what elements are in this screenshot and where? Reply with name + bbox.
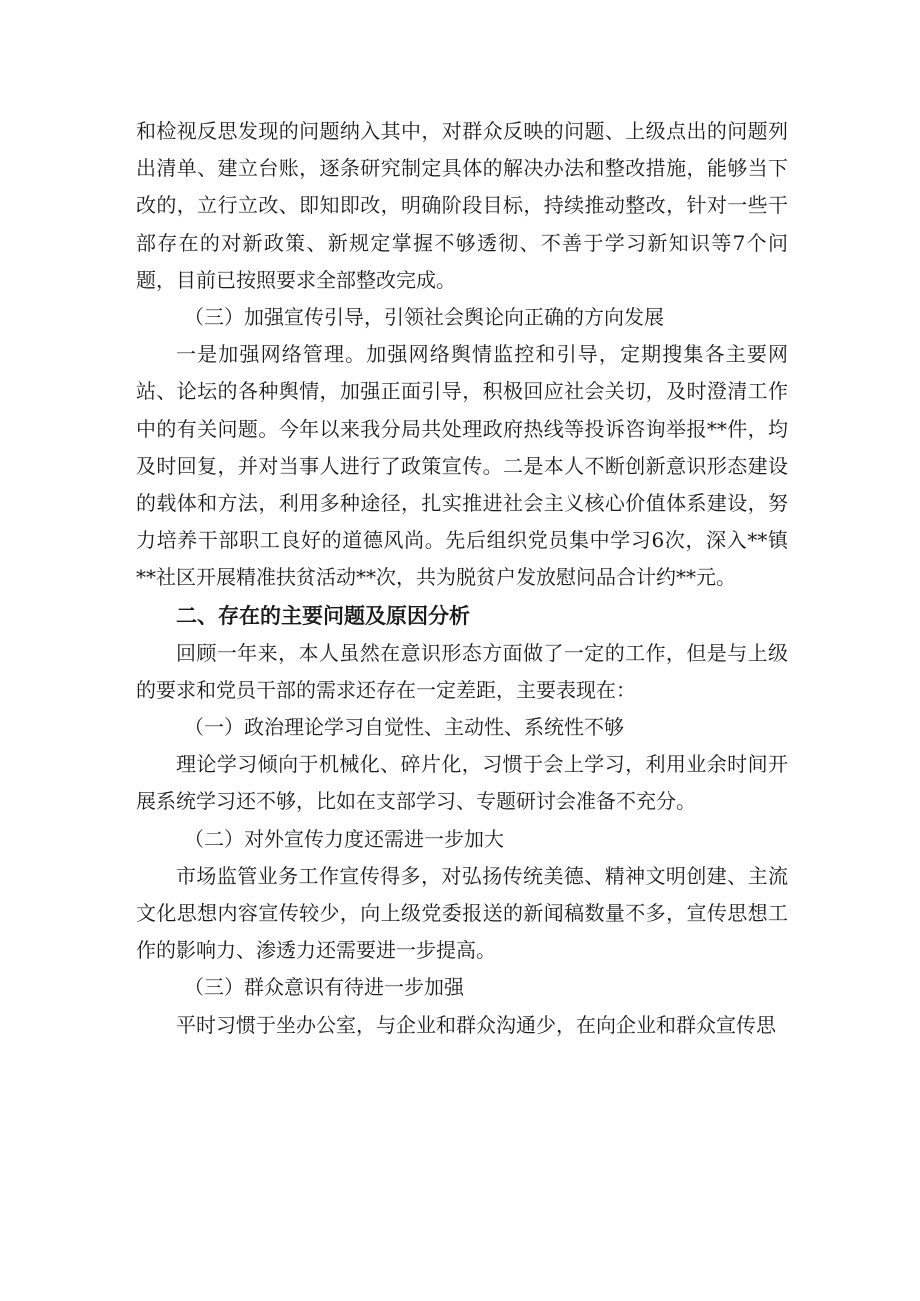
paragraph-mass-awareness: 平时习惯于坐办公室，与企业和群众沟通少，在向企业和群众宣传思 (176, 1012, 776, 1037)
subheading-external-publicity: （二）对外宣传力度还需进一步加大 (184, 826, 504, 851)
subheading-strengthen-publicity: （三）加强宣传引导，引领社会舆论向正确的方向发展 (184, 305, 664, 330)
section-heading-problems: 二、存在的主要问题及原因分析 (176, 603, 470, 628)
paragraph-network-management: 一是加强网络管理。加强网络舆情监控和引导，定期搜集各主要网站、论坛的各种舆情，加强正面引导，积极回应社会关切，及时澄清工作中的有关问题。今年以来我分局共处理政府热线等投诉咨询举报**件，均及时回复，并对当事人进行了政策宣传。二是本人不断创新意识形态建设的载体和方法，利用多种途径，扎实推进社会主义核心价值体系建设，努力培养干部职工良好的道德风尚。先后组织党员集中学习6次，深入**镇**社区开展精准扶贫活动**次，共为脱贫户发放慰问品合计约**元。 (136, 342, 788, 590)
document-body (136, 113, 788, 1044)
paragraph-external-publicity: 市场监管业务工作宣传得多，对弘扬传统美德、精神文明创建、主流文化思想内容宣传较少，向上级党委报送的新闻稿数量不多，宣传思想工作的影响力、渗透力还需要进一步提高。 (136, 863, 788, 963)
paragraph-review: 回顾一年来，本人虽然在意识形态方面做了一定的工作，但是与上级的要求和党员干部的需求还存在一定差距，主要表现在： (136, 640, 788, 702)
paragraph-continued: 和检视反思发现的问题纳入其中，对群众反映的问题、上级点出的问题列出清单、建立台账，逐条研究制定具体的解决办法和整改措施，能够当下改的，立行立改、即知即改，明确阶段目标，持续推动整改，针对一些干部存在的对新政策、新规定掌握不够透彻、不善于学习新知识等7个问题，目前已按照要求全部整改完成。 (136, 119, 788, 292)
paragraph-theory-study: 理论学习倾向于机械化、碎片化，习惯于会上学习，利用业余时间开展系统学习还不够，比如在支部学习、专题研讨会准备不充分。 (136, 752, 788, 814)
subheading-theory-study: （一）政治理论学习自觉性、主动性、系统性不够 (184, 715, 624, 740)
subheading-mass-awareness: （三）群众意识有待进一步加强 (184, 975, 464, 1000)
